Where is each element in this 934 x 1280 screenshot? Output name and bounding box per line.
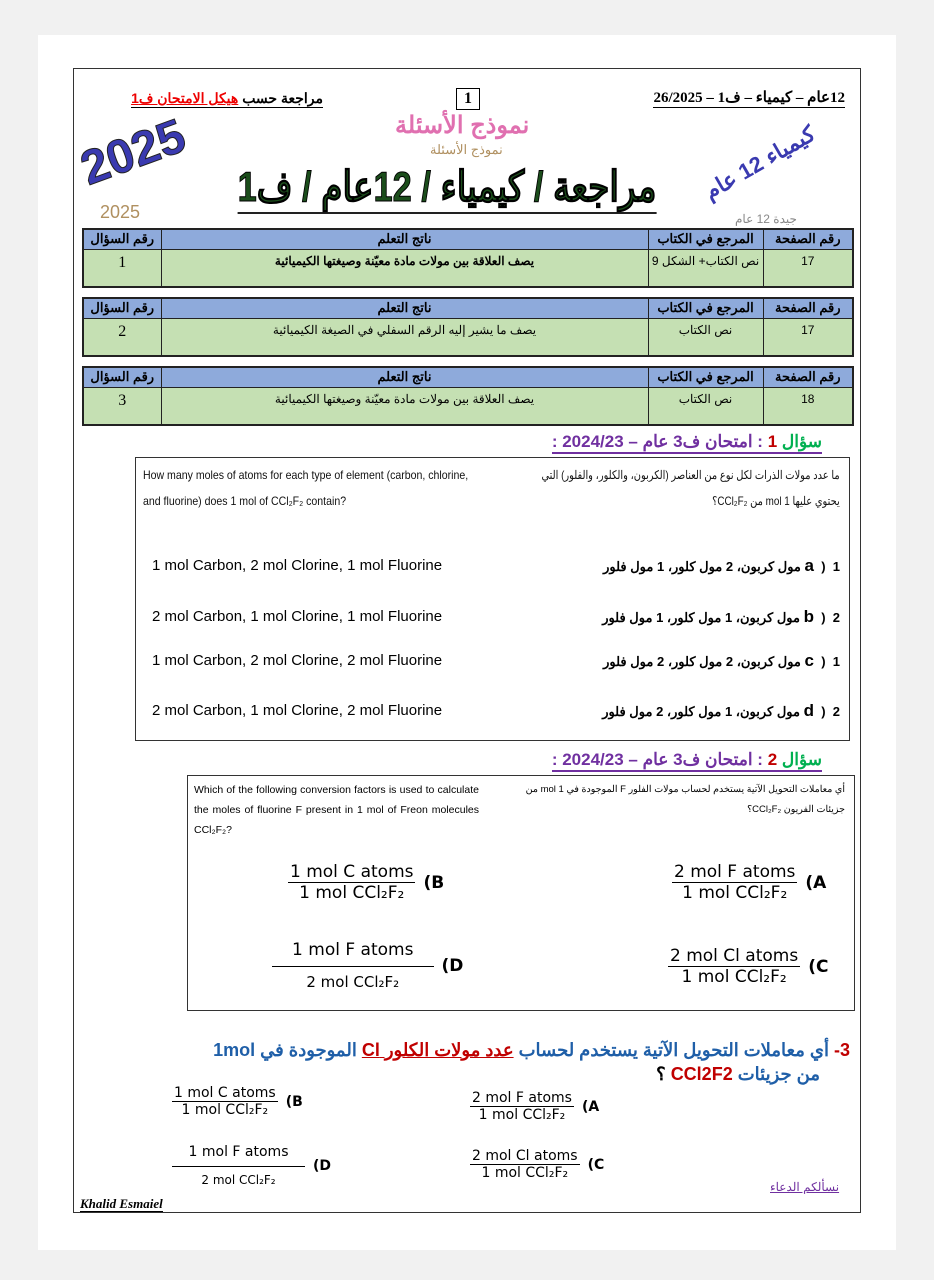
th-question: رقم السؤال [83,229,161,249]
q3-formula: CCl2F2 [670,1064,733,1084]
header-right: 12عام – كيمياء – ف1 – 26/2025 [653,90,845,106]
numerator: 1 mol C atoms [174,1085,276,1101]
page-title: مراجعة / كيمياء / 12عام / ف1 [238,162,657,214]
cell-page: 17 [763,318,853,356]
q-word: سؤال [781,750,822,769]
numerator: 2 mol Cl atoms [472,1148,578,1164]
q3-text: أي معاملات التحويل الآتية يستخدم لحساب [518,1040,829,1060]
cell-ref: نص الكتاب [648,318,763,356]
outcome-table-1 [82,228,854,288]
denominator: 1 mol CCl₂F₂ [478,1107,566,1123]
numerator: 1 mol F atoms [188,1144,289,1160]
th-ref: المرجع في الكتاب [648,229,763,249]
q-exam: : امتحان ف3 عام – 2024/23 : [551,432,763,451]
q2-option[interactable] [288,862,444,903]
q3-number: 3- [833,1040,850,1060]
header-left-highlight: هيكل الامتحان ف1 [131,90,239,106]
option-ar: 1 مول كربون، 2 مول كلور، 1 مول فلور [603,559,840,574]
q1-option-en: 2 mol Carbon, 1 mol Clorine, 1 mol Fluorine [152,608,443,625]
q1-english [143,462,468,514]
badge-logo: كيمياء 12 عام [699,120,820,205]
q1-arabic [542,462,840,514]
header-left [131,90,323,108]
numerator: 1 mol C atoms [290,862,414,882]
cell-ref: نص الكتاب [648,387,763,425]
q3-option[interactable] [172,1144,331,1187]
th-question: رقم السؤال [83,298,161,318]
cell-ref: نص الكتاب+ الشكل 9 [648,249,763,287]
q2-arabic: أي معاملات التحويل الآتية يستخدم لحساب مولات الفلور F الموجودة في 1 mol من جزيئات الفريون CCl₂F₂؟ [525,784,845,815]
option-label: (B [423,872,445,893]
q2-option[interactable] [668,946,828,987]
q3-option[interactable] [172,1085,303,1118]
denominator: 1 mol CCl₂F₂ [682,883,788,903]
th-page: رقم الصفحة [763,298,853,318]
numerator: 1 mol F atoms [292,940,414,960]
q3-mol: 1mol [213,1040,256,1060]
option-label: (A [805,872,827,893]
q1-option-en: 1 mol Carbon, 2 mol Clorine, 2 mol Fluorine [152,652,443,669]
th-ref: المرجع في الكتاب [648,298,763,318]
q1-en-line: and fluorine) does 1 mol of CCl₂F₂ contain? [143,494,347,508]
option-label: (D [441,955,464,976]
q-num: 1 [767,432,778,451]
q1-en-line: How many moles of atoms for each type of element (carbon, chlorine, [143,468,469,482]
cell-outcome: يصف ما يشير إليه الرقم السفلي في الصيغة الكيميائية [161,318,648,356]
q1-option-en: 1 mol Carbon, 2 mol Clorine, 1 mol Fluorine [152,557,443,574]
denominator: 1 mol CCl₂F₂ [681,967,787,987]
denominator: 1 mol CCl₂F₂ [481,1165,569,1181]
q1-ar-line: ما عدد مولات الذرات لكل نوع من العناصر (الكربون، والكلور، والفلور) التي [541,468,840,482]
q2-option[interactable] [672,862,826,903]
q1-option-en: 2 mol Carbon, 1 mol Clorine, 2 mol Fluorine [152,702,443,719]
badge-logo-small: جيدة 12 عام [735,212,797,226]
option-label: (B [285,1093,303,1110]
outcome-table-2 [82,297,854,357]
stamp-logo-small: نموذج الأسئلة [430,142,503,157]
q3-highlight: عدد مولات الكلور Cl [361,1040,514,1060]
dua-text: نسألكم الدعاء [770,1180,840,1194]
q1-option[interactable]: b ) 2 مول كربون، 1 مول كلور، 1 مول فلور [602,607,840,626]
q1-option[interactable]: a ) 1 مول كربون، 2 مول كلور، 1 مول فلور [603,556,840,575]
question-2-heading [552,750,822,772]
numerator: 2 mol F atoms [674,862,796,882]
year-logo-small: 2025 [100,202,141,222]
numerator: 2 mol F atoms [472,1090,572,1106]
author-name: Khalid Esmaiel [80,1196,163,1211]
q-num: 2 [767,750,778,769]
year-logo: 2025 [73,109,193,196]
option-label: c [804,651,814,670]
cell-question: 2 [83,318,161,356]
question-1-heading [552,432,822,454]
option-label: (D [313,1157,332,1174]
th-outcome: ناتج التعلم [161,367,648,387]
th-outcome: ناتج التعلم [161,298,648,318]
q3-option[interactable] [470,1090,599,1123]
denominator: 2 mol CCl₂F₂ [306,973,400,991]
q3-text2: الموجودة في [260,1040,357,1060]
th-outcome: ناتج التعلم [161,229,648,249]
option-label: (C [587,1156,605,1173]
stamp-logo: نموذج الأسئلة [395,112,530,139]
q1-option[interactable]: c ) 1 مول كربون، 2 مول كلور، 2 مول فلور [603,651,840,670]
option-label: b [803,607,814,626]
q-exam: : امتحان ف3 عام – 2024/23 : [551,750,763,769]
q3-qmark: ؟ [656,1064,666,1084]
cell-page: 18 [763,387,853,425]
option-ar: 2 مول كربون، 1 مول كلور، 1 مول فلور [602,610,840,625]
option-ar: 2 مول كربون، 1 مول كلور، 2 مول فلور [602,704,840,719]
question-3-text [213,1038,850,1086]
q3-line2: من جزيئات [737,1064,820,1084]
th-page: رقم الصفحة [763,229,853,249]
q-word: سؤال [781,432,822,451]
q3-option[interactable] [470,1148,604,1181]
cell-outcome: يصف العلاقة بين مولات مادة معيّنة وصيغتها الكيميائية [161,249,648,287]
header-left-text: مراجعة حسب [242,90,323,106]
numerator: 2 mol Cl atoms [670,946,799,966]
denominator: 1 mol CCl₂F₂ [181,1102,269,1118]
cell-outcome: يصف العلاقة بين مولات مادة معيّنة وصيغتها الكيميائية [161,387,648,425]
q2-english: Which of the following conversion factors is used to calculate the moles of fluorine F present in 1 mol of Freon molecules CCl₂F₂? [194,784,479,836]
option-label: (A [581,1098,600,1115]
outcome-table-3 [82,366,854,426]
denominator: 1 mol CCl₂F₂ [299,883,405,903]
th-question: رقم السؤال [83,367,161,387]
cell-question: 3 [83,387,161,425]
option-label: (C [808,956,829,977]
th-ref: المرجع في الكتاب [648,367,763,387]
cell-page: 17 [763,249,853,287]
denominator: 2 mol CCl₂F₂ [201,1173,276,1187]
option-label: a [804,556,814,575]
q2-option[interactable] [272,940,463,991]
page-number: 1 [456,88,480,110]
cell-question: 1 [83,249,161,287]
option-ar: 1 مول كربون، 2 مول كلور، 2 مول فلور [603,654,840,669]
option-label: d [803,701,814,720]
th-page: رقم الصفحة [763,367,853,387]
q1-option[interactable]: d ) 2 مول كربون، 1 مول كلور، 2 مول فلور [602,701,840,720]
q1-ar-line: يحتوي عليها 1 mol من CCl₂F₂؟ [712,494,840,508]
